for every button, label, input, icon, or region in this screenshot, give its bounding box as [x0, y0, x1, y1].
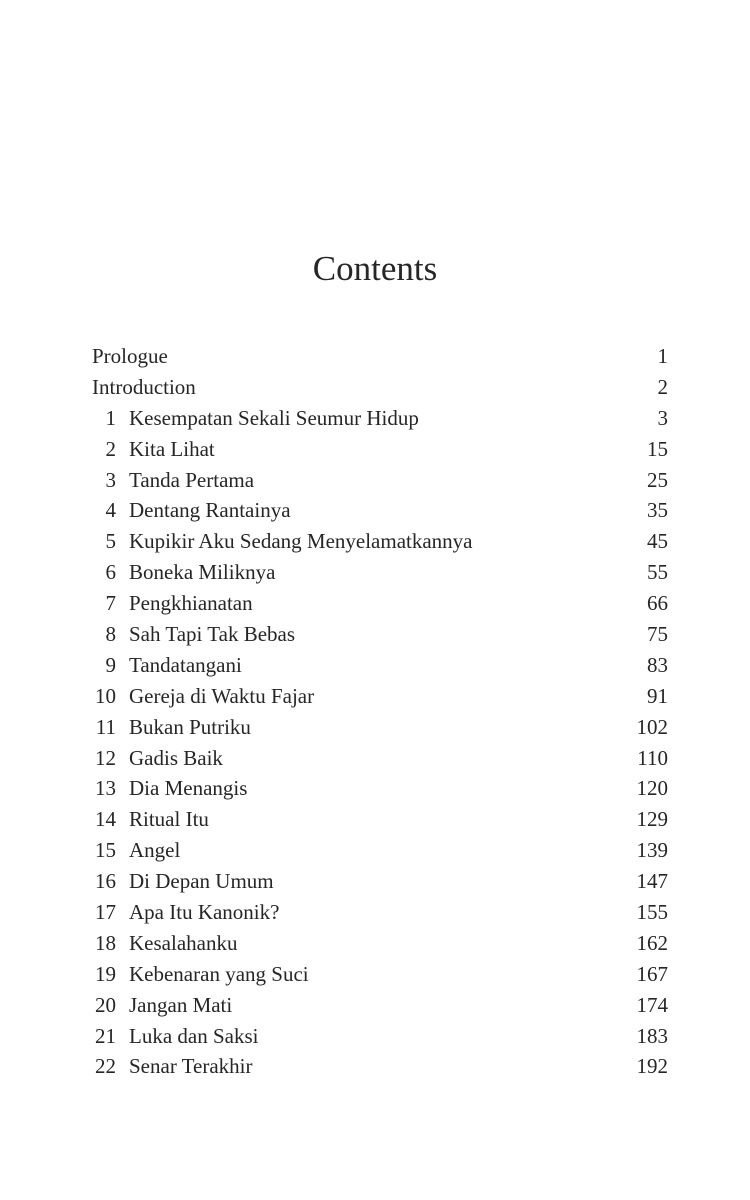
toc-entry-chapter[interactable] — [92, 465, 668, 496]
page-number: 91 — [647, 683, 668, 708]
toc-entry-chapter[interactable] — [92, 557, 668, 588]
toc-entry-chapter[interactable] — [92, 681, 668, 712]
toc-entry-chapter[interactable] — [92, 743, 668, 774]
entry-title: Angel — [129, 838, 181, 863]
page-number: 1 — [657, 344, 668, 368]
chapter-number: 16 — [95, 869, 116, 894]
page-number: 15 — [647, 436, 668, 461]
entry-title: Jangan Mati — [129, 992, 233, 1017]
toc-entry-prologue[interactable] — [92, 341, 668, 372]
chapter-number: 14 — [95, 807, 116, 832]
entry-title: Pengkhianatan — [129, 591, 253, 616]
toc-entry-chapter[interactable] — [92, 495, 668, 526]
page-number: 66 — [647, 591, 668, 616]
page-number: 192 — [636, 1054, 668, 1079]
chapter-number: 8 — [105, 622, 116, 647]
page-number: 129 — [636, 807, 668, 832]
toc-entry-chapter[interactable] — [92, 897, 668, 928]
page-number: 25 — [647, 467, 668, 492]
entry-title: Kesalahanku — [129, 930, 238, 955]
chapter-number: 22 — [95, 1054, 116, 1079]
page-number: 155 — [636, 900, 668, 925]
toc-entry-chapter[interactable] — [92, 835, 668, 866]
chapter-number: 3 — [105, 467, 116, 492]
chapter-number: 5 — [105, 529, 116, 554]
entry-title: Luka dan Saksi — [129, 1023, 259, 1048]
toc-entry-introduction[interactable] — [92, 372, 668, 403]
chapter-number: 7 — [105, 591, 116, 616]
toc-entry-chapter[interactable] — [92, 1051, 668, 1082]
page-number: 55 — [647, 560, 668, 585]
toc-entry-chapter[interactable] — [92, 526, 668, 557]
toc-entry-chapter[interactable] — [92, 588, 668, 619]
chapter-number: 18 — [95, 930, 116, 955]
page-number: 183 — [636, 1023, 668, 1048]
chapter-number: 21 — [95, 1023, 116, 1048]
page-number: 110 — [637, 745, 668, 770]
entry-title: Bukan Putriku — [129, 714, 251, 739]
entry-title: Apa Itu Kanonik? — [129, 900, 280, 925]
table-of-contents — [92, 341, 668, 1082]
entry-title: Ritual Itu — [129, 807, 209, 832]
entry-title: Sah Tapi Tak Bebas — [129, 622, 296, 647]
entry-title: Kesempatan Sekali Seumur Hidup — [129, 405, 419, 430]
page-number: 83 — [647, 652, 668, 677]
page-number: 120 — [636, 776, 668, 801]
chapter-number: 19 — [95, 961, 116, 986]
entry-title: Tanda Pertama — [129, 467, 255, 492]
chapter-number: 4 — [105, 498, 116, 523]
entry-title: Dia Menangis — [129, 776, 248, 801]
toc-entry-chapter[interactable] — [92, 434, 668, 465]
entry-title: Introduction — [92, 374, 196, 399]
chapter-number: 15 — [95, 838, 116, 863]
toc-entry-chapter[interactable] — [92, 619, 668, 650]
chapter-number: 6 — [105, 560, 116, 585]
entry-title: Gereja di Waktu Fajar — [129, 683, 315, 708]
toc-entry-chapter[interactable] — [92, 866, 668, 897]
chapter-number: 20 — [95, 992, 116, 1017]
page-number: 162 — [636, 930, 668, 955]
chapter-number: 9 — [105, 652, 116, 677]
entry-title: Kupikir Aku Sedang Menyelamatkannya — [129, 529, 473, 554]
chapter-number: 12 — [95, 745, 116, 770]
toc-entry-chapter[interactable] — [92, 804, 668, 835]
toc-entry-chapter[interactable] — [92, 403, 668, 434]
toc-entry-chapter[interactable] — [92, 990, 668, 1021]
toc-entry-chapter[interactable] — [92, 773, 668, 804]
page-number: 75 — [647, 622, 668, 647]
toc-entry-chapter[interactable] — [92, 959, 668, 990]
toc-entry-chapter[interactable] — [92, 650, 668, 681]
entry-title: Kita Lihat — [129, 436, 215, 461]
page-number: 147 — [636, 869, 668, 894]
chapter-number: 17 — [95, 900, 116, 925]
page-number: 3 — [657, 405, 668, 430]
toc-entry-chapter[interactable] — [92, 712, 668, 743]
chapter-number: 11 — [95, 714, 116, 739]
page-number: 102 — [636, 714, 668, 739]
page-number: 2 — [657, 374, 668, 399]
chapter-number: 2 — [105, 436, 116, 461]
page-number: 45 — [647, 529, 668, 554]
entry-title: Senar Terakhir — [129, 1054, 253, 1079]
page-number: 139 — [636, 838, 668, 863]
chapter-number: 13 — [95, 776, 116, 801]
entry-title: Kebenaran yang Suci — [129, 961, 309, 986]
entry-title: Boneka Miliknya — [129, 560, 276, 585]
entry-title: Di Depan Umum — [129, 869, 274, 894]
entry-title: Tandatangani — [129, 652, 242, 677]
entry-title: Prologue — [92, 344, 168, 368]
entry-title: Gadis Baik — [129, 745, 223, 770]
toc-entry-chapter[interactable] — [92, 928, 668, 959]
chapter-number: 1 — [105, 405, 116, 430]
chapter-number: 10 — [95, 683, 116, 708]
toc-entry-chapter[interactable] — [92, 1021, 668, 1052]
page-number: 35 — [647, 498, 668, 523]
entry-title: Dentang Rantainya — [129, 498, 291, 523]
page-number: 167 — [636, 961, 668, 986]
page-title: Contents — [312, 249, 438, 288]
page-number: 174 — [636, 992, 668, 1017]
